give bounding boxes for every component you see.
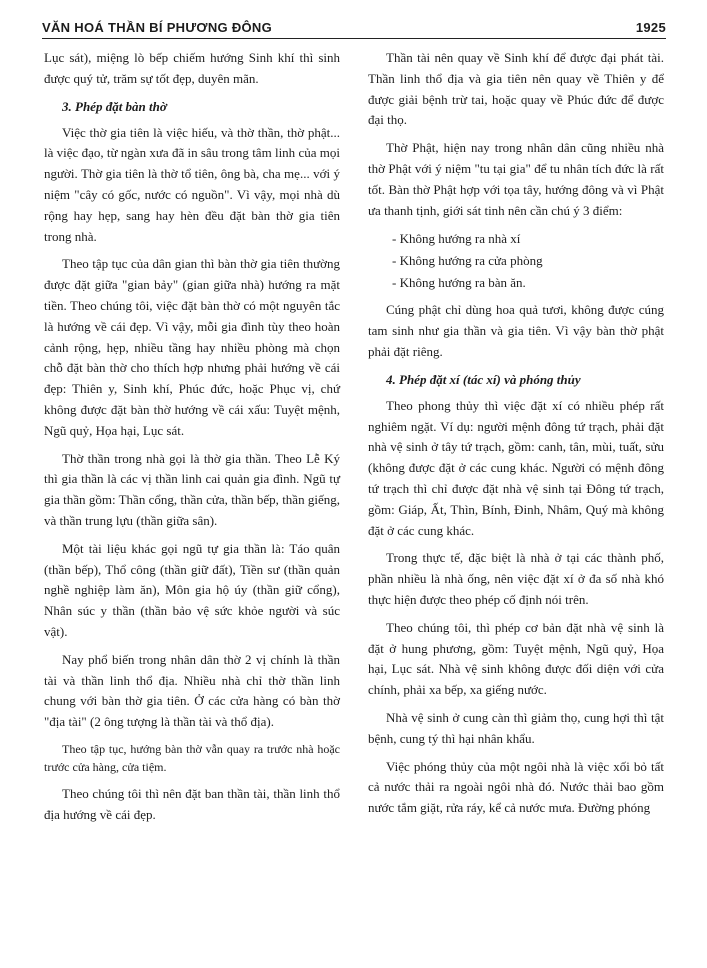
left-column	[44, 48, 340, 833]
section-heading-4: 4. Phép đặt xí (tác xí) và phóng thủy	[386, 371, 581, 387]
paragraph: Theo tập tục của dân gian thì bàn thờ gia tiên thường được đặt giữa "gian bảy" (gian giữa nhà) hướng ra mặt tiền. Theo chúng tôi, việc đặt bàn thờ có một nguyên tắc là hướng về cái đẹp. Vì vậy, mỗi gia đình tùy theo hoàn cảnh rộng, hẹp, nhiều tầng hay nhiều phòng mà chọn chỗ đặt bàn thờ cho thích hợp nhưng phải hướng về cái đẹp: Thiên y, Sinh khí, Phúc đức, hoặc Phục vị, chứ không được đặt bàn thờ hướng về cái xấu: Tuyệt mệnh, Ngũ quỷ, Họa hại, Lục sát.	[44, 256, 340, 438]
paragraph: Theo chúng tôi, thì phép cơ bản đặt nhà vệ sinh là đặt ở hung phương, gồm: Tuyệt mệnh, Ngũ quỷ, Họa hại, Lục sát. Nhà vệ sinh không được đối diện với cửa chính, phải xa bếp, xa giếng nước.	[368, 619, 664, 698]
paragraph: Theo chúng tôi thì nên đặt ban thần tài, thần linh thổ địa hướng về cái đẹp.	[44, 785, 340, 822]
list-item: - Không hướng ra bàn ăn.	[392, 275, 526, 291]
paragraph: Thờ Phật, hiện nay trong nhân dân cũng nhiều nhà thờ Phật với ý niệm "tu tại gia" để tu nhân tích đức là rất tốt. Bàn thờ Phật hợp với tọa tây, hướng đông và vì Phật ưa thanh tịnh, giới sát tinh nên cần chú ý 3 điểm:	[368, 140, 664, 218]
paragraph: Nhà vệ sinh ở cung càn thì giảm thọ, cung hợi thì tật bệnh, cung tý thì hại nhân khẩu.	[368, 709, 664, 746]
right-column	[368, 48, 664, 826]
header-rule	[42, 38, 666, 39]
paragraph: Theo tập tục, hướng bàn thờ vẫn quay ra trước nhà hoặc trước cửa hàng, cửa tiệm.	[44, 741, 340, 775]
bullet-list	[368, 228, 664, 294]
paragraph: Việc phóng thủy của một ngôi nhà là việc xối bỏ tất cả nước thải ra ngoài ngôi nhà đó. Nước thải bao gồm nước tắm giặt, rửa ráy, kể cả nước mưa. Đường phóng	[368, 758, 664, 816]
paragraph: Một tài liệu khác gọi ngũ tự gia thần là: Táo quân (thần bếp), Thổ công (thần giữ đất), Tiền sư (thần quản nghề nghiệp làm ăn), Môn gia hộ úy (thần giữ cổng), Nhân súc y thần (thần bảo vệ sức khỏe người và súc vật).	[44, 540, 340, 639]
list-item: - Không hướng ra cửa phòng	[392, 253, 543, 269]
page-number: 1925	[635, 20, 666, 35]
running-title: VĂN HOÁ THẦN BÍ PHƯƠNG ĐÔNG	[42, 20, 273, 35]
page-header	[42, 16, 666, 40]
paragraph: Việc thờ gia tiên là việc hiếu, và thờ thần, thờ phật... là việc đạo, từ ngàn xưa đã in sâu trong tâm linh của mọi người. Thờ gia tiên là thờ tổ tiên, ông bà, cha mẹ... với ý niệm "cây có gốc, nước có nguồn". Vì vậy, mọi nhà dù rộng hay hẹp, sang hay hèn đều đặt bàn thờ gia tiên trong nhà.	[44, 124, 340, 244]
paragraph: Nay phổ biến trong nhân dân thờ 2 vị chính là thần tài và thần linh thổ địa. Nhiều nhà chỉ thờ thần linh chung với bàn thờ gia tiên. Ở các cửa hàng có bàn thờ "địa tài" (2 ông tượng là thần tài và thổ địa).	[44, 651, 340, 730]
section-heading-3: 3. Phép đặt bàn thờ	[62, 98, 167, 114]
paragraph: Lục sát), miệng lò bếp chiếm hướng Sinh khí thì sinh được quý tử, trăm sự tốt đẹp, duyên mãn.	[44, 50, 340, 86]
list-item: - Không hướng ra nhà xí	[392, 231, 521, 247]
paragraph: Cúng phật chỉ dùng hoa quả tươi, không được cúng tam sinh như gia thần và gia tiên. Vì vậy bàn thờ phật phải đặt riêng.	[368, 302, 664, 359]
paragraph: Thờ thần trong nhà gọi là thờ gia thần. Theo Lễ Ký thì gia thần là các vị thần linh cai quản gia đình. Ngũ tự gia thần gồm: Thần cổng, thần cửa, thần bếp, thần giếng, và thần trung lựu (thần giữa sân).	[44, 450, 340, 528]
paragraph: Thần tài nên quay về Sinh khí để được đại phát tài. Thần linh thổ địa và gia tiên nên quay về Thiên y để được giải bệnh trừ tai, hoặc quay về Phúc đức để được đại thọ.	[368, 50, 664, 128]
paragraph: Theo phong thủy thì việc đặt xí có nhiều phép rất nghiêm ngặt. Ví dụ: người mệnh đông tứ trạch, phải đặt nhà vệ sinh ở tây tứ trạch, gồm: canh, tân, mùi, tuất, sửu (không được đặt ở các cung khác. Người có mệnh đông tứ trạch thì chỉ được đặt nhà vệ sinh tại Đông tứ trạch, gồm: Giáp, Ất, Thìn, Bính, Đinh, Nhâm, Quý mà không đặt ở các cung khác.	[368, 397, 664, 538]
paragraph: Trong thực tế, đặc biệt là nhà ở tại các thành phố, phần nhiều là nhà ống, nên việc đặt xí ở đa số nhà khó thực hiện được theo phép cố định nói trên.	[368, 550, 664, 607]
